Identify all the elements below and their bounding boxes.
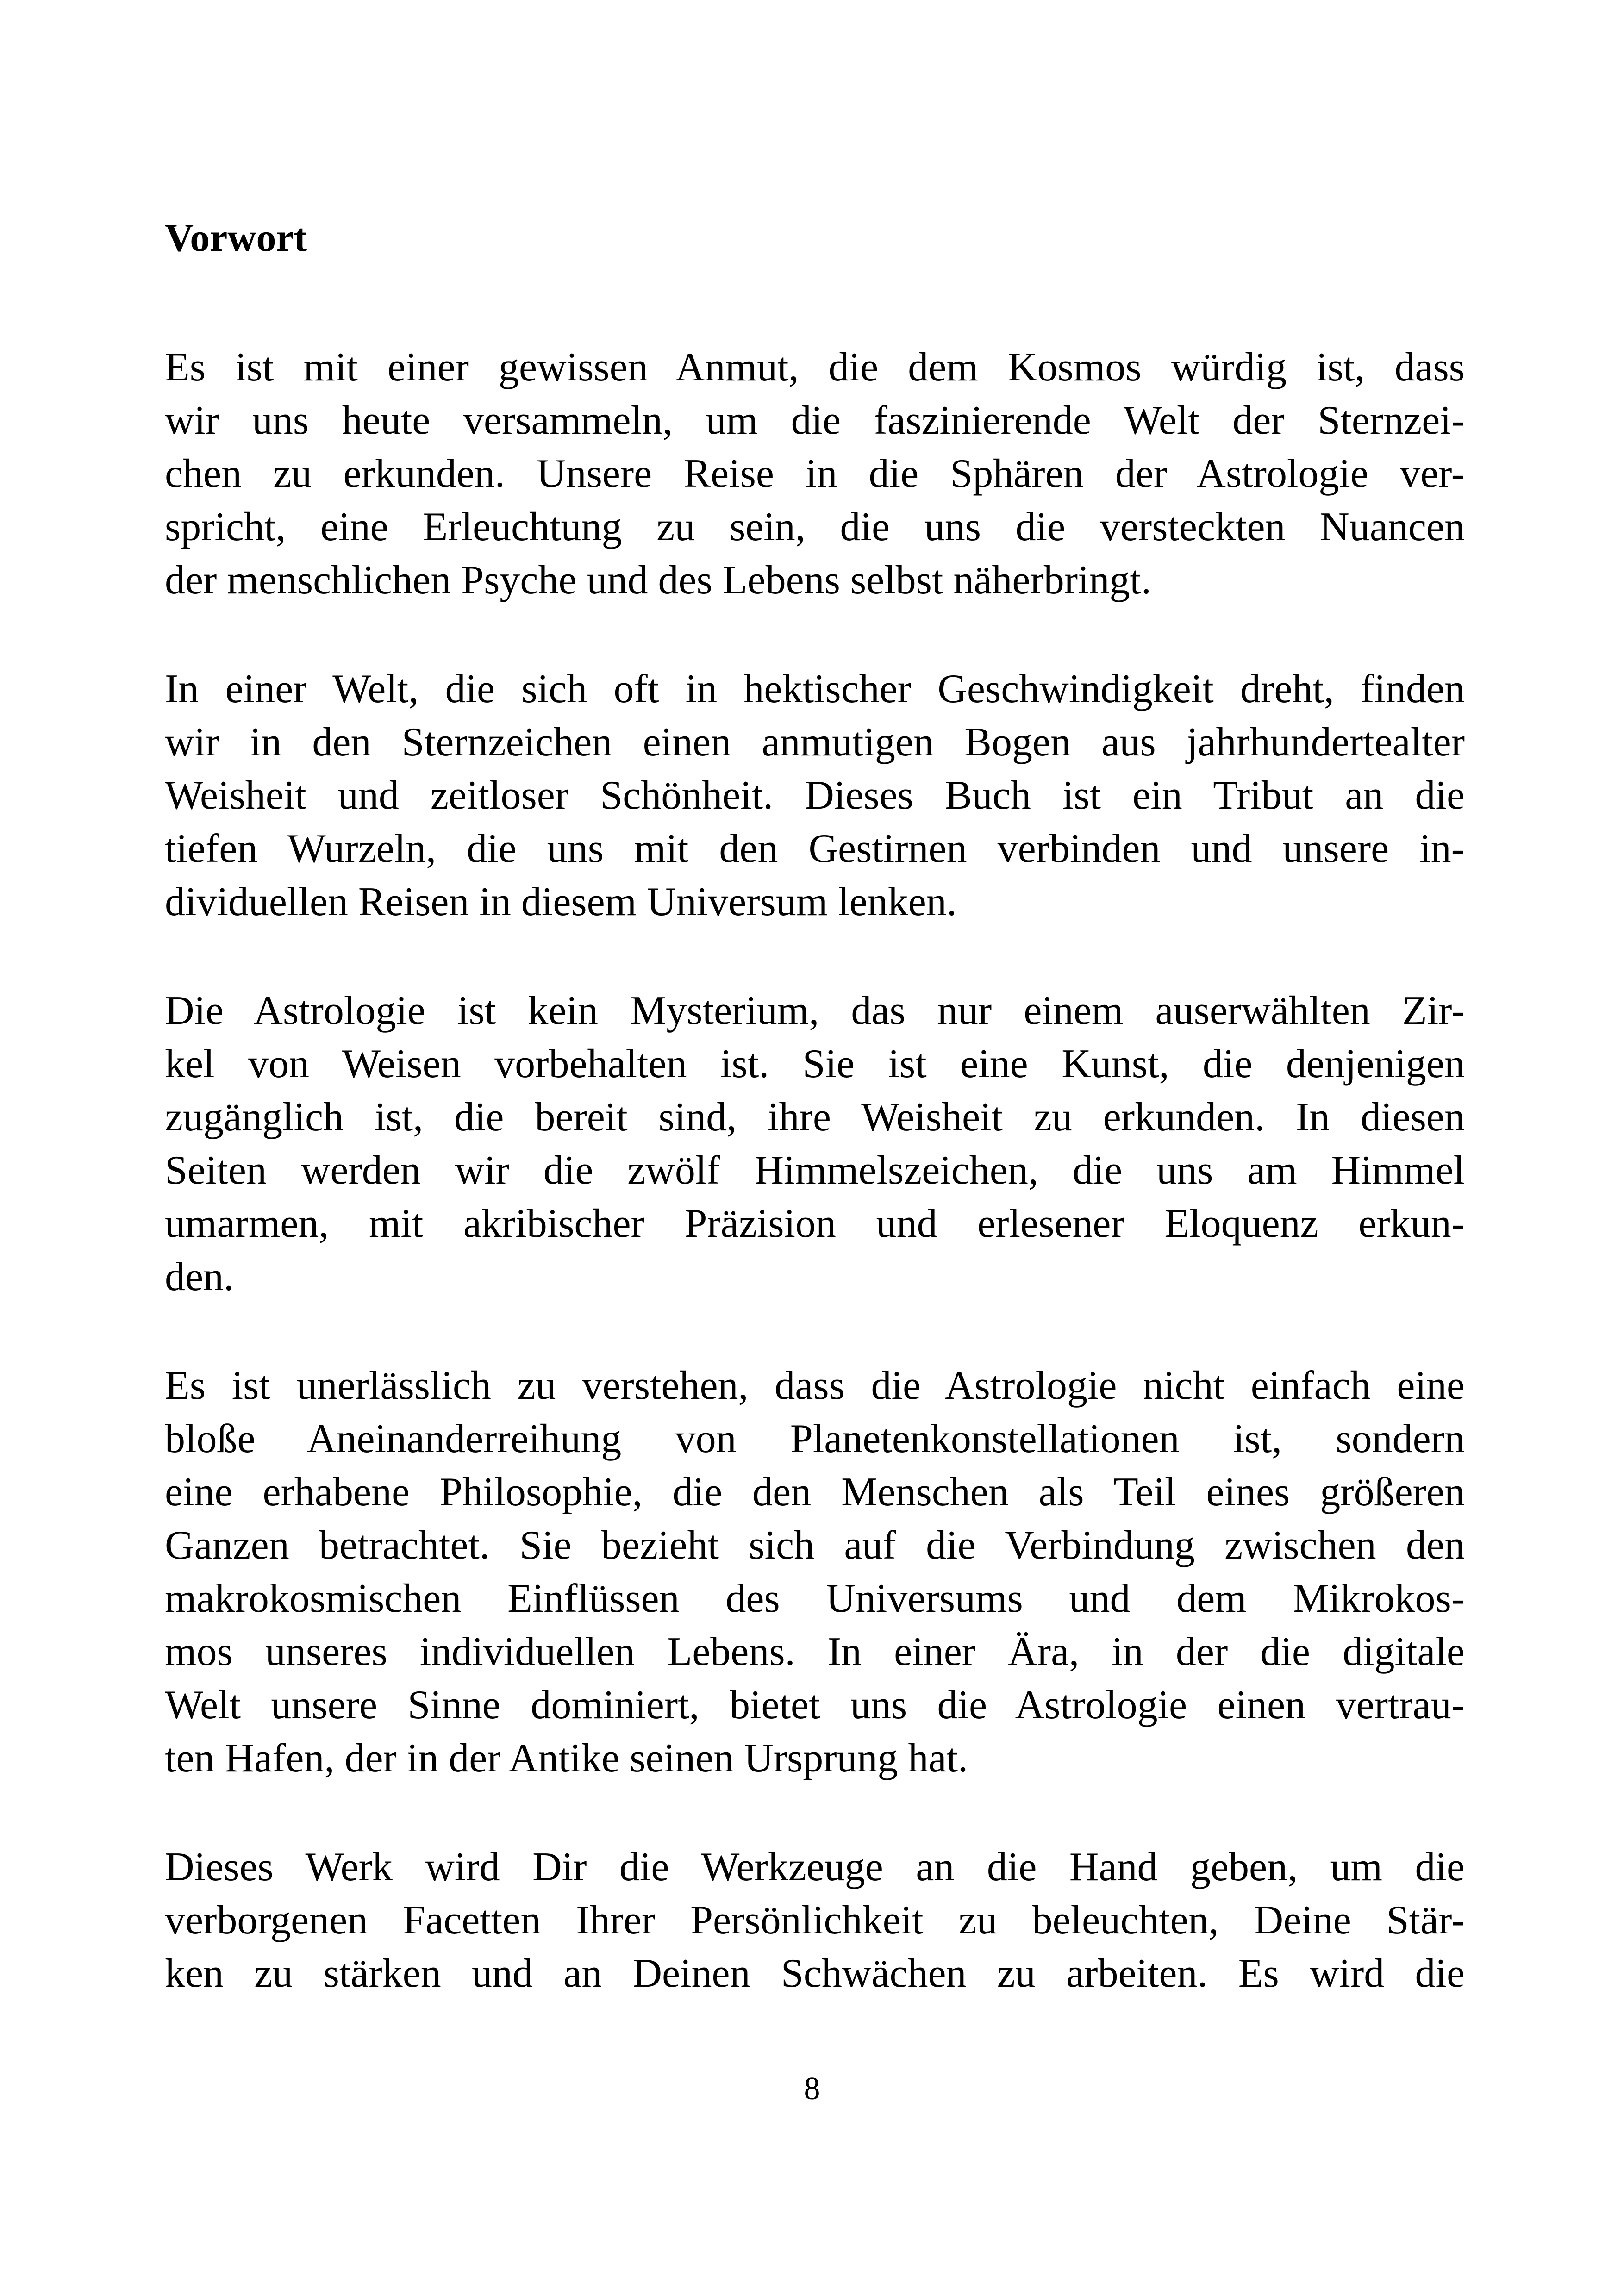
- text-line: makrokosmischen Einflüssen des Universums und dem Mikrokos-: [165, 1576, 1465, 1621]
- text-line: Dieses Werk wird Dir die Werkzeuge an die Hand geben, um die: [165, 1845, 1465, 1890]
- text-line: wir uns heute versammeln, um die faszinierende Welt der Sternzei-: [165, 398, 1465, 443]
- text-line: umarmen, mit akribischer Präzision und erlesener Eloquenz erkun-: [165, 1201, 1465, 1246]
- text-line: In einer Welt, die sich oft in hektischer Geschwindigkeit dreht, finden: [165, 667, 1465, 711]
- text-line: chen zu erkunden. Unsere Reise in die Sphären der Astrologie ver-: [165, 451, 1465, 496]
- text-line: den.: [165, 1254, 234, 1299]
- text-line: zugänglich ist, die bereit sind, ihre Weisheit zu erkunden. In diesen: [165, 1095, 1465, 1140]
- text-line: bloße Aneinanderreihung von Planetenkonstellationen ist, sondern: [165, 1416, 1465, 1461]
- text-line: verborgenen Facetten Ihrer Persönlichkeit zu beleuchten, Deine Stär-: [165, 1898, 1465, 1943]
- text-line: kel von Weisen vorbehalten ist. Sie ist eine Kunst, die denjenigen: [165, 1041, 1465, 1086]
- text-line: Es ist mit einer gewissen Anmut, die dem Kosmos würdig ist, dass: [165, 345, 1465, 390]
- text-line: dividuellen Reisen in diesem Universum lenken.: [165, 879, 957, 924]
- text-line: ken zu stärken und an Deinen Schwächen zu arbeiten. Es wird die: [165, 1951, 1465, 1996]
- page-number: 8: [804, 2071, 820, 2107]
- text-line: der menschlichen Psyche und des Lebens selbst näherbringt.: [165, 558, 1151, 603]
- text-line: wir in den Sternzeichen einen anmutigen Bogen aus jahrhundertealter: [165, 720, 1465, 765]
- text-line: Seiten werden wir die zwölf Himmelszeichen, die uns am Himmel: [165, 1148, 1465, 1193]
- text-line: Ganzen betrachtet. Sie bezieht sich auf die Verbindung zwischen den: [165, 1523, 1465, 1568]
- text-line: Welt unsere Sinne dominiert, bietet uns die Astrologie einen vertrau-: [165, 1683, 1465, 1727]
- text-line: mos unseres individuellen Lebens. In einer Ära, in der die digitale: [165, 1629, 1465, 1674]
- text-line: Es ist unerlässlich zu verstehen, dass die Astrologie nicht einfach eine: [165, 1363, 1465, 1408]
- text-line: Weisheit und zeitloser Schönheit. Dieses Buch ist ein Tribut an die: [165, 773, 1465, 818]
- text-line: eine erhabene Philosophie, die den Menschen als Teil eines größeren: [165, 1470, 1465, 1515]
- text-line: ten Hafen, der in der Antike seinen Ursprung hat.: [165, 1736, 968, 1781]
- text-line: spricht, eine Erleuchtung zu sein, die uns die versteckten Nuancen: [165, 505, 1465, 549]
- chapter-heading: Vorwort: [165, 215, 307, 260]
- text-line: Die Astrologie ist kein Mysterium, das nur einem auserwählten Zir-: [165, 988, 1465, 1033]
- text-line: tiefen Wurzeln, die uns mit den Gestirnen verbinden und unsere in-: [165, 826, 1465, 871]
